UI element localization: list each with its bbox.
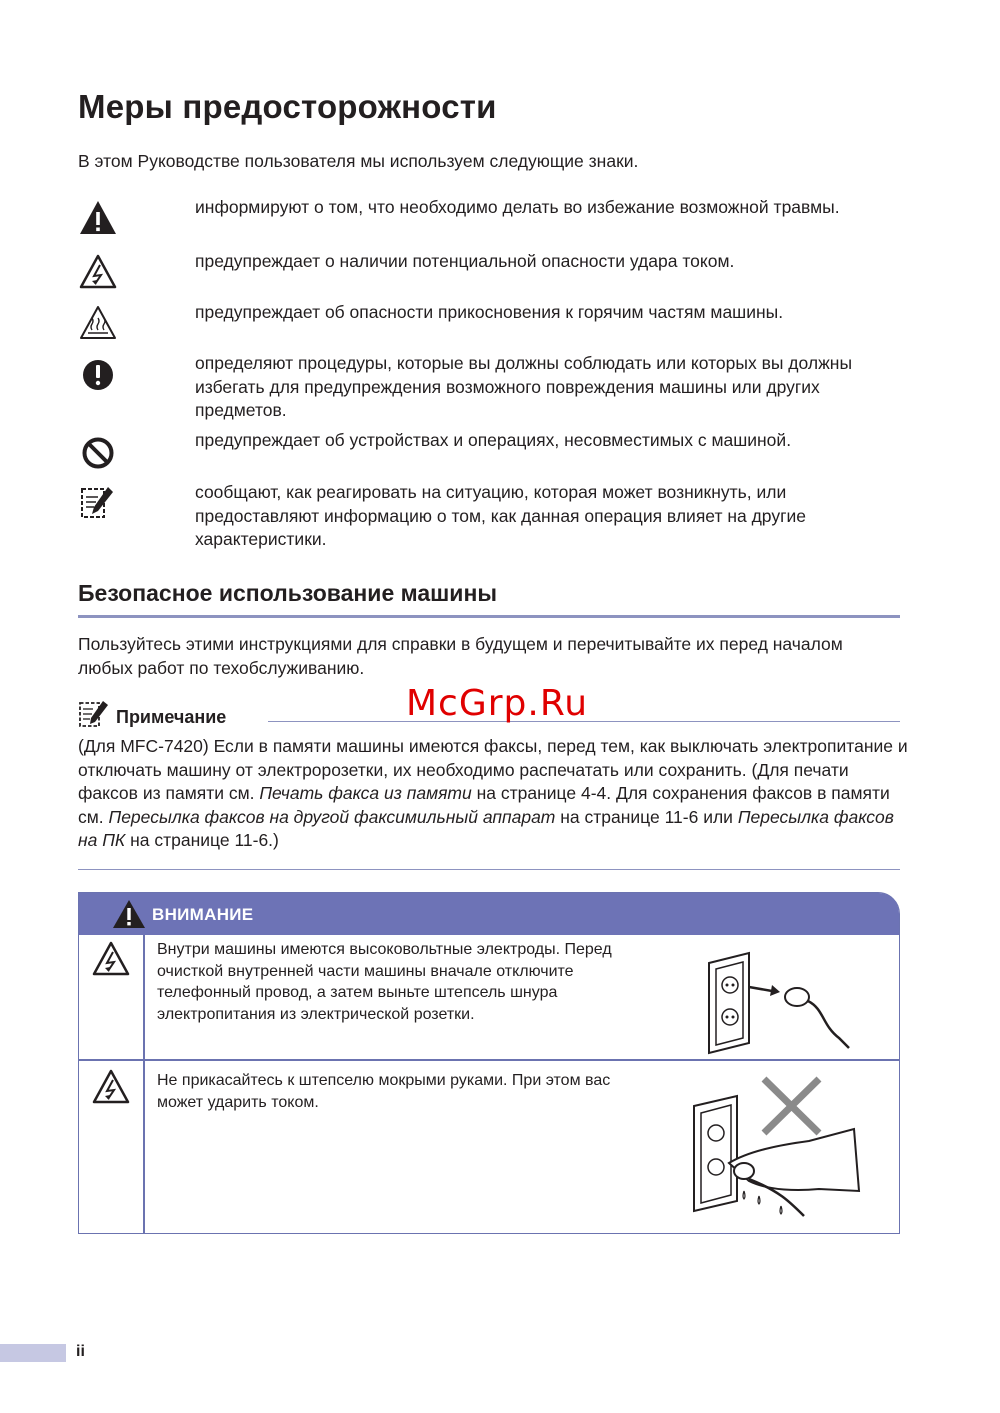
- warning-text: Внутри машины имеются высоковольтные электроды. Перед очисткой внутренней части машины вначале отключите телефонный провод, а затем выньте штепсель шнура электропитания из электрической розетки.: [157, 941, 612, 1023]
- warning-triangle-icon: [78, 198, 118, 238]
- warning-row-divider: [79, 1059, 899, 1061]
- note-text: на странице 11-6 или: [555, 806, 738, 827]
- note-icon: [78, 483, 118, 523]
- prohibited-icon: [78, 435, 118, 475]
- section-paragraph: Пользуйтесь этими инструкциями для справки в будущем и перечитывайте их перед началом любых работ по техобслуживанию.: [78, 634, 843, 678]
- wet-hands-illustration: [689, 1071, 869, 1221]
- note-label: Примечание: [116, 707, 227, 727]
- warning-box: [78, 892, 900, 1234]
- section-divider: [78, 615, 900, 618]
- note-reference: Печать факса из памяти: [259, 783, 472, 803]
- electric-hazard-icon: [91, 1069, 131, 1105]
- warning-text: Не прикасайтесь к штепселю мокрыми руками. При этом вас может ударить током.: [157, 1072, 611, 1111]
- note-reference: Пересылка факсов на ПК: [78, 806, 894, 850]
- symbol-description: сообщают, как реагировать на ситуацию, которая может возникнуть, или предоставляют информацию о том, как данная операция влияет на другие характеристики.: [195, 482, 806, 549]
- caution-exclamation-icon: [78, 358, 118, 398]
- electric-hazard-icon: [91, 941, 131, 977]
- warning-title: ВНИМАНИЕ: [152, 905, 254, 924]
- page-number: ii: [76, 1343, 85, 1360]
- warning-header: [79, 893, 899, 935]
- footer-bar: [0, 1344, 66, 1362]
- symbol-description: информируют о том, что необходимо делать во избежание возможной травмы.: [195, 197, 840, 217]
- note-reference: Пересылка факсов на другой факсимильный аппарат: [108, 806, 556, 827]
- section-heading: Безопасное использование машины: [78, 580, 497, 606]
- unplug-illustration: [704, 945, 854, 1055]
- warning-triangle-icon: [112, 899, 146, 929]
- note-end-rule: [78, 869, 900, 870]
- symbol-description: предупреждает о наличии потенциальной опасности удара током.: [195, 251, 735, 271]
- note-text: на странице 11-6.): [125, 830, 279, 850]
- symbol-description: предупреждает об опасности прикосновения к горячим частям машины.: [195, 302, 784, 322]
- electric-hazard-icon: [78, 252, 118, 292]
- note-text: на странице 4-4. Для сохранения факсов в памяти см.: [78, 783, 890, 827]
- symbol-description: определяют процедуры, которые вы должны соблюдать или которых вы должны избегать для предупреждения возможного повреждения машины или других предметов.: [195, 353, 853, 420]
- note-icon: [78, 700, 110, 728]
- hot-surface-icon: [78, 303, 118, 343]
- note-text: (Для MFC-7420) Если в памяти машины имеются факсы, перед тем, как выключать электропитание и отключать машину от электророзетки, их необходимо распечатать или сохранить. (Для печати факсов из памяти см.: [78, 736, 908, 803]
- intro-text: В этом Руководстве пользователя мы используем следующие знаки.: [78, 151, 639, 171]
- page-title: Меры предосторожности: [78, 88, 497, 125]
- warning-column-divider: [143, 935, 145, 1233]
- note-body: [78, 735, 908, 853]
- watermark: McGrp.Ru: [406, 683, 589, 724]
- symbol-description: предупреждает об устройствах и операциях, несовместимых с машиной.: [195, 430, 792, 450]
